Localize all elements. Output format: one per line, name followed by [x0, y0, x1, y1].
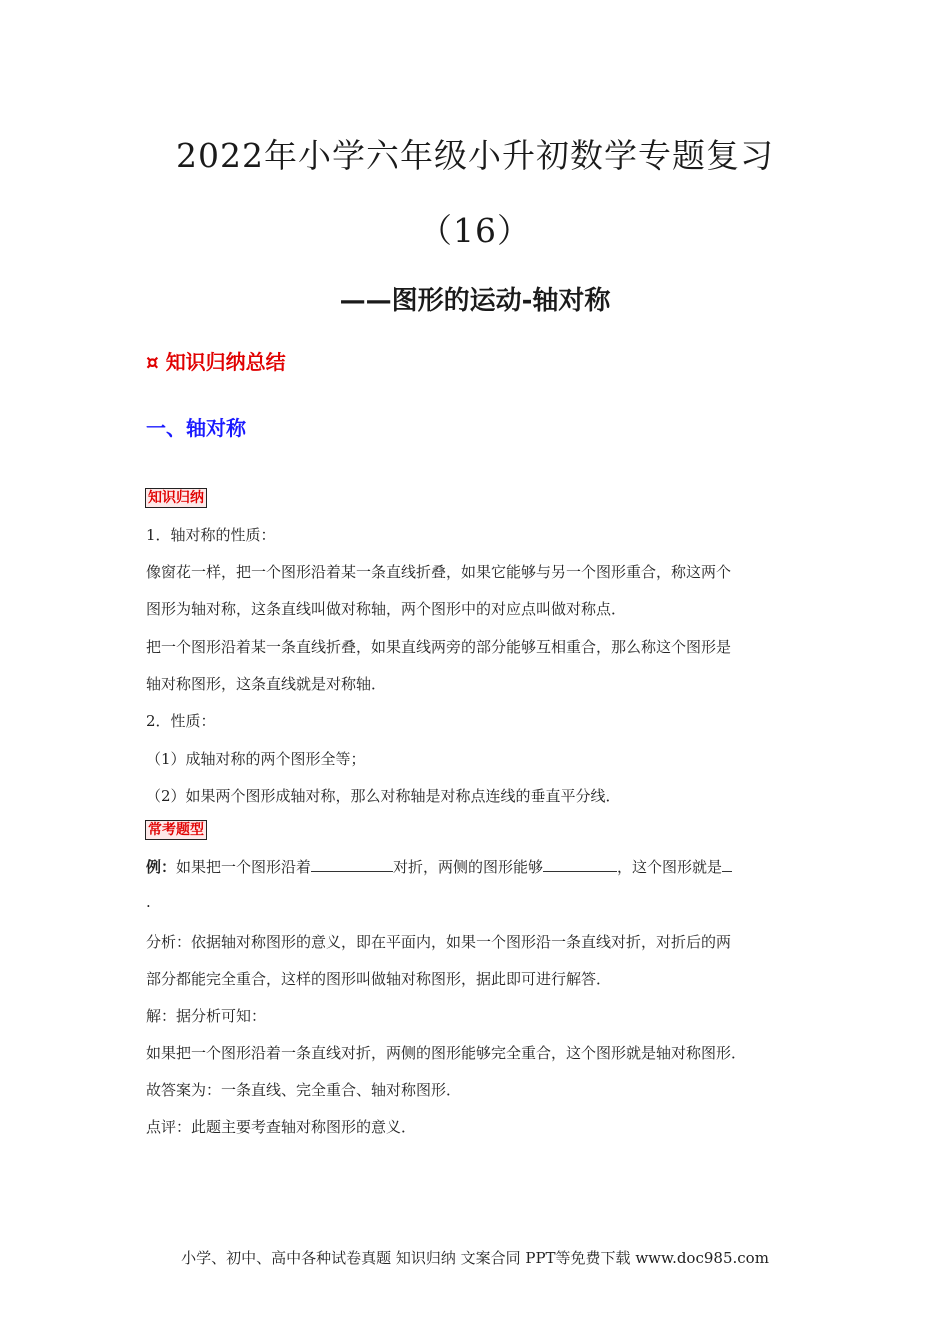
analysis-line: 分析：依据轴对称图形的意义，即在平面内，如果一个图形沿一条直线对折，对折后的两 — [146, 933, 732, 951]
solution-line: 如果把一个图形沿着一条直线对折，两侧的图形能够完全重合，这个图形就是轴对称图形． — [146, 1044, 747, 1062]
analysis-line: 部分都能完全重合，这样的图形叫做轴对称图形，据此即可进行解答． — [146, 970, 612, 988]
list-item: （2）如果两个图形成轴对称，那么对称轴是对称点连线的垂直平分线． — [146, 787, 621, 805]
comment-line: 点评：此题主要考查轴对称图形的意义． — [146, 1118, 417, 1136]
example-end: . — [146, 893, 151, 911]
document-subtitle: ——图形的运动-轴对称 — [339, 286, 611, 316]
property-heading: 1．轴对称的性质： — [146, 526, 276, 544]
example-label: 例： — [146, 858, 177, 876]
example-text: ，这个图形就是 — [617, 858, 723, 876]
answer-line: 故答案为：一条直线、完全重合、轴对称图形． — [146, 1081, 462, 1099]
list-item: （1）成轴对称的两个图形全等； — [146, 750, 366, 768]
answer-blank — [311, 857, 393, 872]
section-header-knowledge-summary: ¤ 知识归纳总结 — [146, 350, 286, 374]
solution-heading: 解：据分析可知： — [146, 1007, 267, 1025]
page-footer: 小学、初中、高中各种试卷真题 知识归纳 文案合同 PPT等免费下载 www.doc985.com — [181, 1249, 769, 1267]
paragraph-line: 图形为轴对称，这条直线叫做对称轴，两个图形中的对应点叫做对称点． — [146, 600, 627, 618]
document-title-number: （16） — [419, 211, 531, 250]
paragraph-line: 把一个图形沿着某一条直线折叠，如果直线两旁的部分能够互相重合，那么称这个图形是 — [146, 638, 732, 656]
paragraph-line: 像窗花一样，把一个图形沿着某一条直线折叠，如果它能够与另一个图形重合，称这两个 — [146, 563, 732, 581]
example-text: 如果把一个图形沿着 — [176, 858, 312, 876]
example-question — [146, 856, 816, 877]
paragraph-line: 轴对称图形，这条直线就是对称轴． — [146, 675, 387, 693]
knowledge-tag: 知识归纳 — [145, 488, 207, 508]
section-heading-axial-symmetry: 一、轴对称 — [146, 416, 246, 440]
common-question-tag: 常考题型 — [145, 820, 207, 840]
answer-blank — [722, 857, 732, 872]
document-title: 2022年小学六年级小升初数学专题复习 — [176, 136, 774, 175]
property-heading: 2．性质： — [146, 712, 216, 730]
example-text: 对折，两侧的图形能够 — [393, 858, 544, 876]
answer-blank — [543, 857, 617, 872]
